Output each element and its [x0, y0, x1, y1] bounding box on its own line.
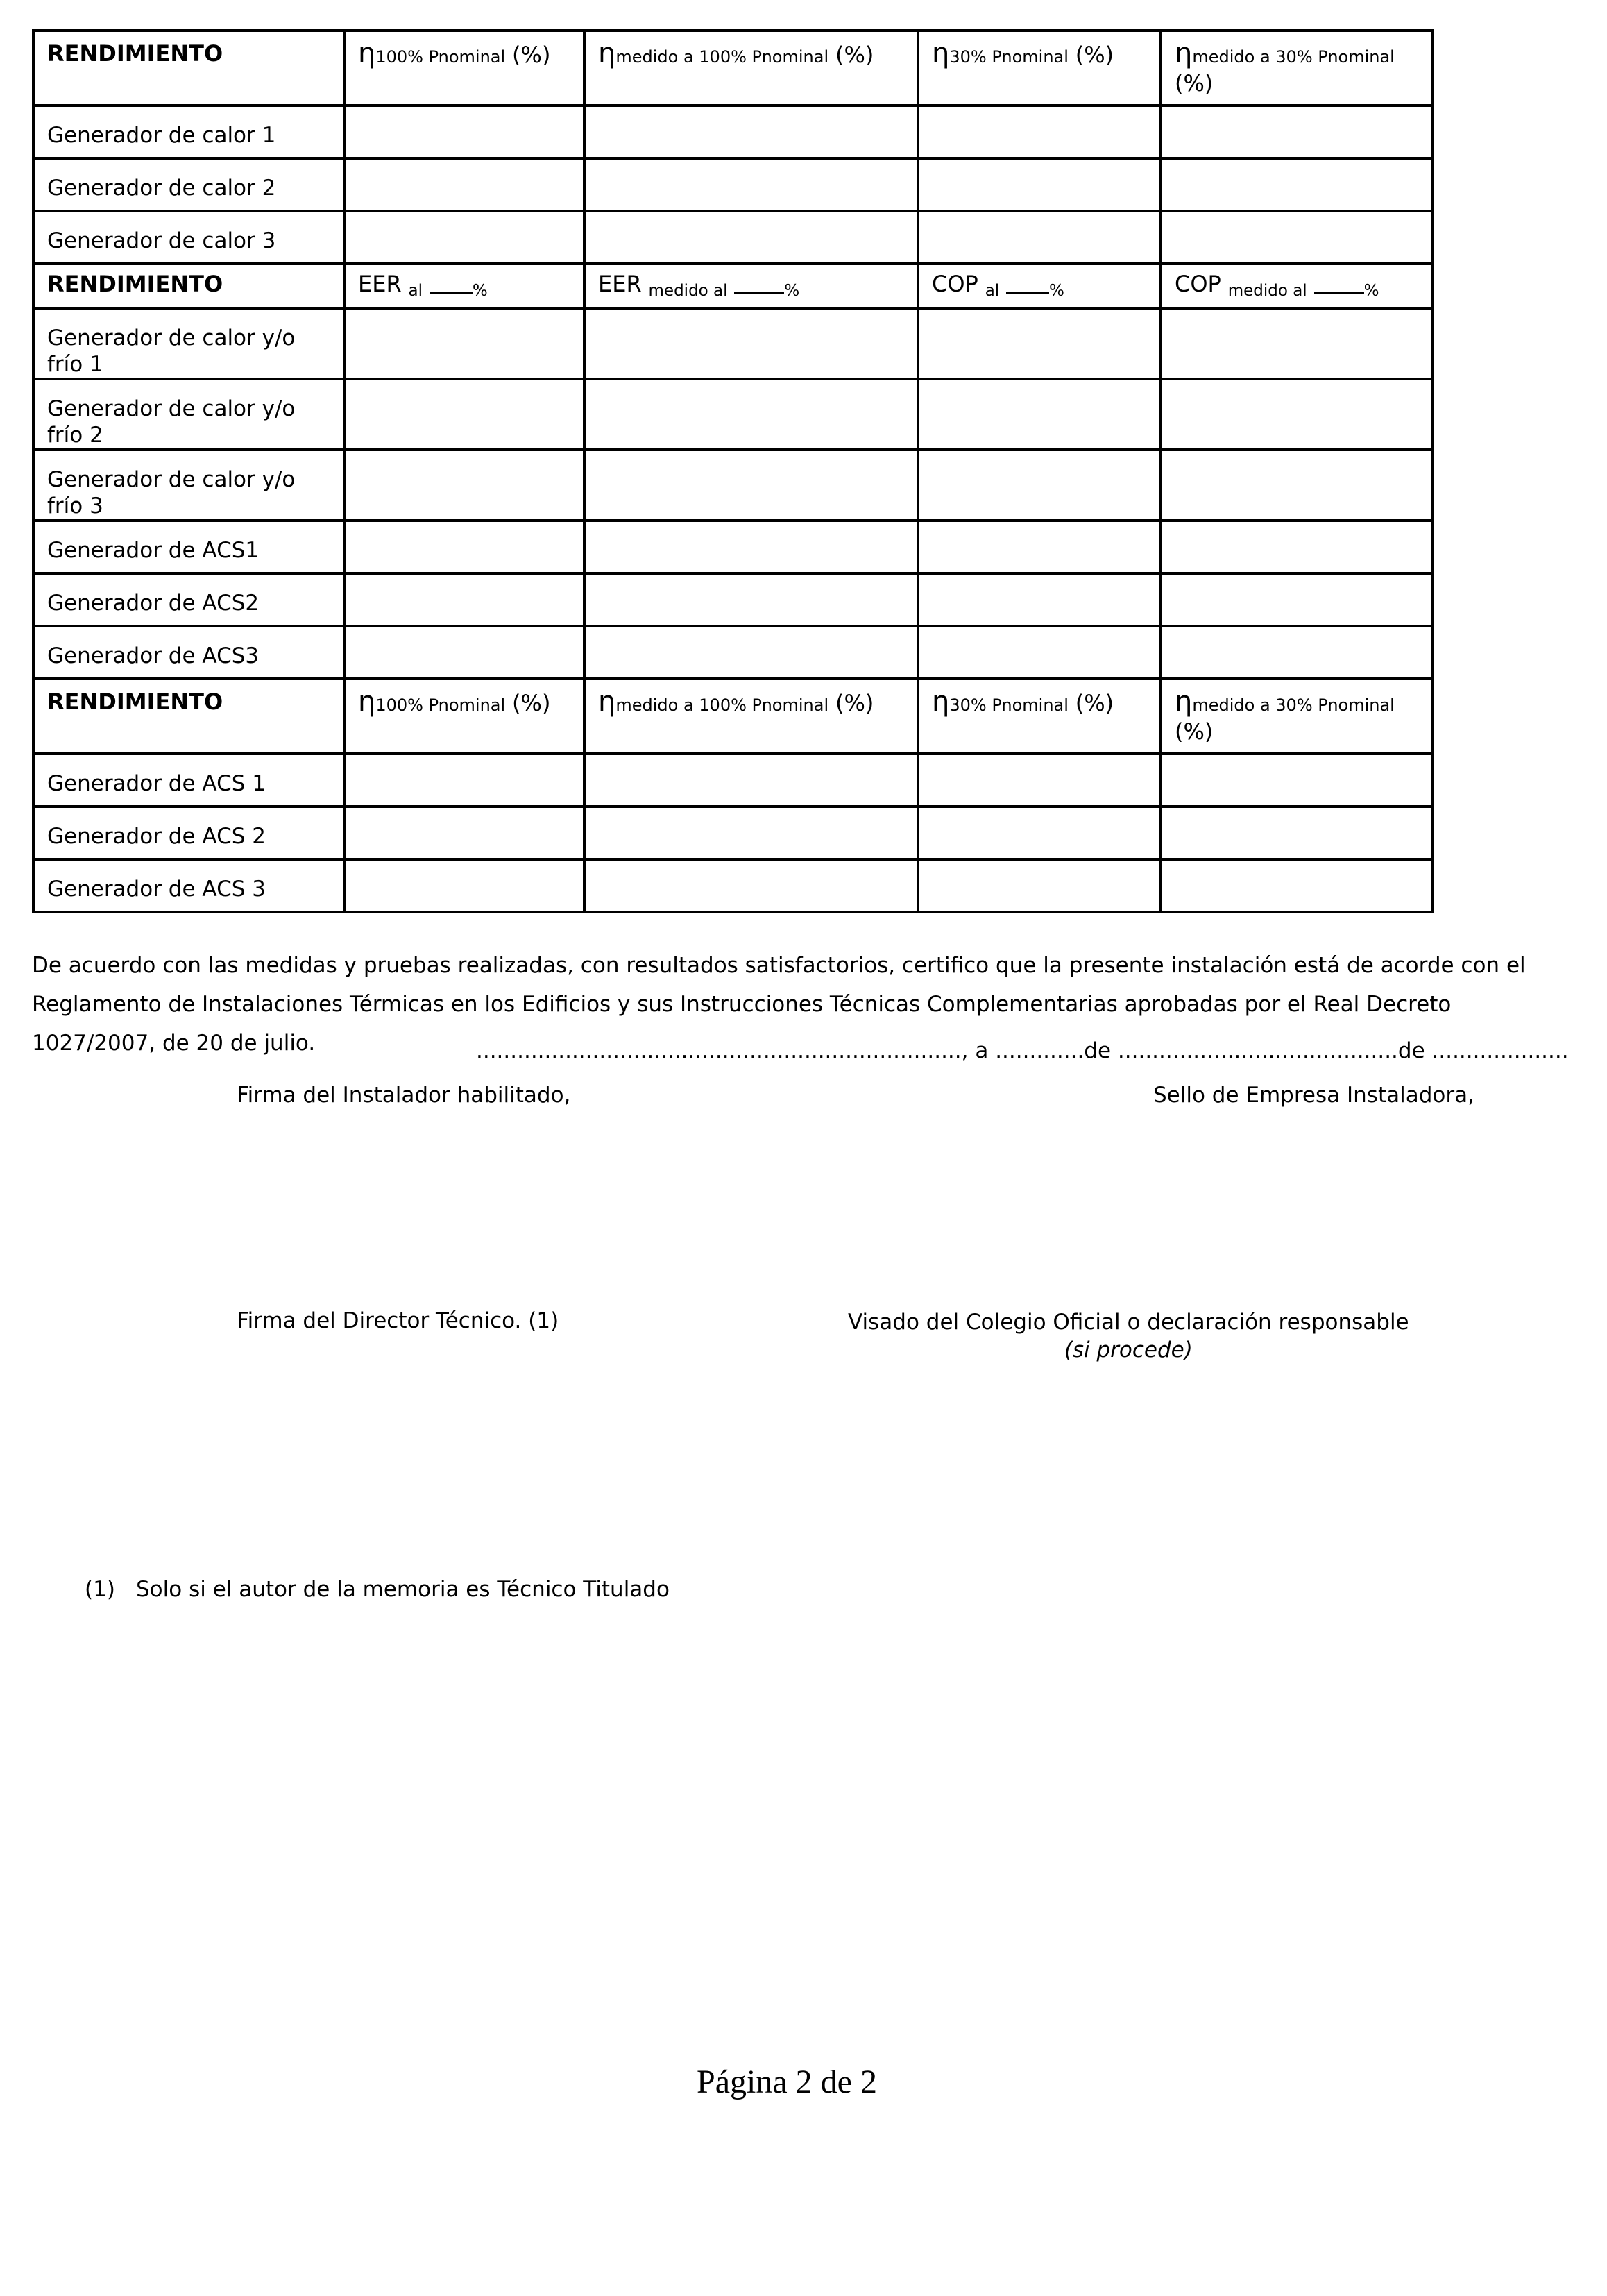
- column-symbol: η: [598, 37, 616, 69]
- value-cell[interactable]: [344, 521, 584, 573]
- value-cell[interactable]: [344, 308, 584, 379]
- column-header: [584, 31, 918, 105]
- column-symbol: η: [932, 686, 950, 718]
- column-header: [918, 679, 1161, 754]
- company-stamp-label: Sello de Empresa Instaladora,: [1153, 1083, 1474, 1108]
- column-header: [344, 679, 584, 754]
- value-cell[interactable]: [1161, 308, 1432, 379]
- value-cell[interactable]: [584, 450, 918, 521]
- column-symbol: η: [1175, 37, 1193, 69]
- value-cell[interactable]: [918, 521, 1161, 573]
- value-cell[interactable]: [918, 859, 1161, 912]
- column-subscript: 30% Pnominal: [949, 695, 1069, 715]
- column-unit: (%): [512, 42, 551, 68]
- value-cell[interactable]: [344, 626, 584, 679]
- value-cell[interactable]: [344, 379, 584, 450]
- page-number: Página 2 de 2: [697, 2063, 877, 2100]
- table-row: [33, 450, 1432, 521]
- column-symbol: COP: [932, 271, 978, 297]
- row-label: Generador de calor 1: [33, 105, 344, 158]
- column-unit: (%): [1075, 42, 1114, 68]
- column-symbol: η: [358, 686, 376, 718]
- column-header: [1161, 31, 1432, 105]
- value-cell[interactable]: [584, 807, 918, 859]
- row-label: Generador de ACS 3: [33, 859, 344, 912]
- value-cell[interactable]: [1161, 859, 1432, 912]
- row-label: Generador de calor y/o frío 3: [33, 450, 344, 521]
- percent-sign: %: [1363, 282, 1379, 300]
- section-header-label: RENDIMIENTO: [33, 31, 344, 105]
- table-row: [33, 626, 1432, 679]
- value-cell[interactable]: [344, 158, 584, 211]
- value-cell[interactable]: [1161, 521, 1432, 573]
- column-symbol: η: [358, 37, 376, 69]
- value-cell[interactable]: [918, 158, 1161, 211]
- column-subscript: 100% Pnominal: [375, 47, 506, 67]
- table-row: [33, 754, 1432, 807]
- column-unit: (%): [1175, 718, 1214, 745]
- technical-director-signature-label: Firma del Director Técnico. (1): [237, 1308, 559, 1333]
- value-cell[interactable]: [918, 807, 1161, 859]
- row-label: Generador de calor 2: [33, 158, 344, 211]
- table-header-row: [33, 31, 1432, 105]
- column-subscript: 100% Pnominal: [375, 695, 506, 715]
- certification-statement: De acuerdo con las medidas y pruebas realizadas, con resultados satisfactorios, certifico que la presente instalación está de acorde con el Reglamento de Instalaciones Térmicas en los Edificios y sus Instrucciones Técnicas Complementarias aprobadas por el Real Decreto 1027/2007, de 20 de julio.: [32, 953, 1526, 1056]
- column-header: [1161, 679, 1432, 754]
- value-cell[interactable]: [584, 211, 918, 264]
- value-cell[interactable]: [584, 573, 918, 626]
- row-label: Generador de ACS 1: [33, 754, 344, 807]
- column-subscript: medido al: [648, 282, 728, 300]
- place-date-line[interactable]: ......................................................................., a .............de .........................................de ....................: [476, 1038, 1569, 1063]
- column-symbol: η: [598, 686, 616, 718]
- column-unit: (%): [512, 690, 551, 716]
- row-label: Generador de calor 3: [33, 211, 344, 264]
- column-header: [918, 31, 1161, 105]
- column-unit: (%): [835, 42, 874, 68]
- table-row: [33, 105, 1432, 158]
- column-subscript: medido a 30% Pnominal: [1192, 47, 1395, 67]
- section-header-label: RENDIMIENTO: [33, 264, 344, 308]
- value-cell[interactable]: [584, 379, 918, 450]
- table-row: [33, 807, 1432, 859]
- column-header: [344, 264, 584, 308]
- column-header: [918, 264, 1161, 308]
- value-cell[interactable]: [344, 754, 584, 807]
- rendimiento-table: [32, 29, 1434, 913]
- table-row: [33, 859, 1432, 912]
- value-cell[interactable]: [918, 379, 1161, 450]
- value-cell[interactable]: [344, 105, 584, 158]
- value-cell[interactable]: [918, 573, 1161, 626]
- endorsement-note: (si procede): [1064, 1337, 1193, 1362]
- percent-sign: %: [472, 282, 488, 300]
- value-cell[interactable]: [344, 573, 584, 626]
- column-subscript: medido a 30% Pnominal: [1192, 695, 1395, 715]
- row-label: Generador de ACS3: [33, 626, 344, 679]
- table-row: [33, 308, 1432, 379]
- row-label: Generador de ACS 2: [33, 807, 344, 859]
- row-label: Generador de calor y/o frío 1: [33, 308, 344, 379]
- table-header-row: [33, 679, 1432, 754]
- value-cell[interactable]: [1161, 573, 1432, 626]
- column-subscript: 30% Pnominal: [949, 47, 1069, 67]
- row-label: Generador de calor y/o frío 2: [33, 379, 344, 450]
- endorsement-label: Visado del Colegio Oficial o declaración responsable: [848, 1310, 1409, 1335]
- row-label: Generador de ACS2: [33, 573, 344, 626]
- official-college-endorsement: [848, 1308, 1409, 1364]
- table-row: [33, 158, 1432, 211]
- column-symbol: EER: [358, 271, 402, 297]
- column-subscript: medido a 100% Pnominal: [615, 695, 829, 715]
- value-cell[interactable]: [918, 754, 1161, 807]
- value-cell[interactable]: [584, 859, 918, 912]
- value-cell[interactable]: [584, 626, 918, 679]
- value-cell[interactable]: [344, 807, 584, 859]
- percent-blank-field[interactable]: [1314, 280, 1364, 294]
- value-cell[interactable]: [1161, 105, 1432, 158]
- table-row: [33, 211, 1432, 264]
- column-header: [584, 264, 918, 308]
- row-label: Generador de ACS1: [33, 521, 344, 573]
- installer-signature-label: Firma del Instalador habilitado,: [237, 1083, 571, 1108]
- value-cell[interactable]: [1161, 379, 1432, 450]
- footnote-text: Solo si el autor de la memoria es Técnico Titulado: [136, 1577, 670, 1602]
- column-subscript: al: [985, 282, 1000, 300]
- value-cell[interactable]: [344, 450, 584, 521]
- section-header-label: RENDIMIENTO: [33, 679, 344, 754]
- value-cell[interactable]: [918, 308, 1161, 379]
- value-cell[interactable]: [584, 105, 918, 158]
- percent-blank-field[interactable]: [430, 280, 473, 294]
- column-unit: (%): [1175, 70, 1214, 96]
- value-cell[interactable]: [1161, 450, 1432, 521]
- value-cell[interactable]: [584, 158, 918, 211]
- value-cell[interactable]: [1161, 626, 1432, 679]
- table-row: [33, 573, 1432, 626]
- value-cell[interactable]: [1161, 211, 1432, 264]
- footnote-marker: (1): [85, 1577, 115, 1602]
- percent-sign: %: [784, 282, 800, 300]
- value-cell[interactable]: [584, 308, 918, 379]
- column-symbol: η: [1175, 686, 1193, 718]
- column-symbol: EER: [598, 271, 642, 297]
- percent-blank-field[interactable]: [1006, 280, 1049, 294]
- column-unit: (%): [835, 690, 874, 716]
- value-cell[interactable]: [918, 105, 1161, 158]
- table-row: [33, 379, 1432, 450]
- table-row: [33, 521, 1432, 573]
- value-cell[interactable]: [584, 521, 918, 573]
- value-cell[interactable]: [344, 859, 584, 912]
- value-cell[interactable]: [918, 626, 1161, 679]
- column-subscript: al: [408, 282, 423, 300]
- column-unit: (%): [1075, 690, 1114, 716]
- column-header: [1161, 264, 1432, 308]
- column-subscript: medido al: [1227, 282, 1307, 300]
- column-subscript: medido a 100% Pnominal: [615, 47, 829, 67]
- column-symbol: η: [932, 37, 950, 69]
- value-cell[interactable]: [918, 450, 1161, 521]
- percent-sign: %: [1049, 282, 1064, 300]
- column-header: [344, 31, 584, 105]
- footnote: [85, 1577, 670, 1602]
- value-cell[interactable]: [918, 211, 1161, 264]
- value-cell[interactable]: [344, 211, 584, 264]
- value-cell[interactable]: [1161, 158, 1432, 211]
- column-symbol: COP: [1175, 271, 1221, 297]
- percent-blank-field[interactable]: [734, 280, 784, 294]
- table-header-row: [33, 264, 1432, 308]
- value-cell[interactable]: [1161, 754, 1432, 807]
- value-cell[interactable]: [1161, 807, 1432, 859]
- value-cell[interactable]: [584, 754, 918, 807]
- column-header: [584, 679, 918, 754]
